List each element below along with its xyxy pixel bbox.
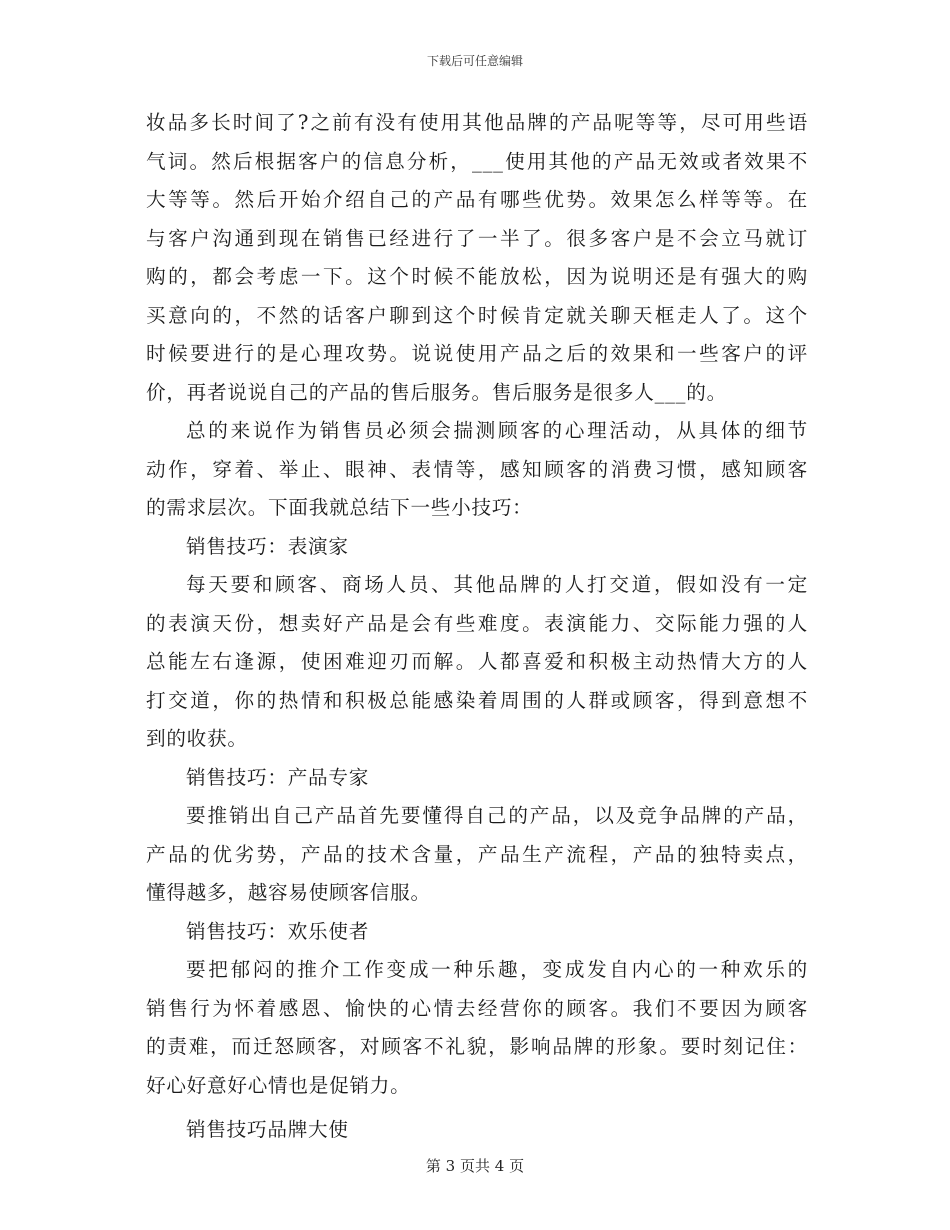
text-line: 气词。然后根据客户的信息分析，___使用其他的产品无效或者效果不	[146, 149, 808, 173]
text-line: 的需求层次。下面我就总结下一些小技巧：	[146, 496, 533, 519]
page-footer: 第 3 页共 4 页	[425, 1157, 525, 1175]
text-line: 的表演天份，想卖好产品是会有些难度。表演能力、交际能力强的人	[146, 611, 808, 635]
text-line: 时候要进行的是心理攻势。说说使用产品之后的效果和一些客户的评	[146, 342, 808, 365]
section-heading: 销售技巧：表演家	[186, 534, 349, 558]
text-line: 与客户沟通到现在销售已经进行了一半了。很多客户是不会立马就订	[146, 226, 808, 250]
text-line: 总能左右逢源，使困难迎刃而解。人都喜爱和积极主动热情大方的人	[146, 650, 808, 673]
text-line: 动作，穿着、举止、眼神、表情等，感知顾客的消费习惯，感知顾客	[146, 457, 808, 481]
text-line: 销售行为怀着感恩、愉快的心情去经营你的顾客。我们不要因为顾客	[146, 996, 808, 1020]
section-heading: 销售技巧品牌大使	[186, 1118, 349, 1141]
paragraph-start-line: 总的来说作为销售员必须会揣测顾客的心理活动，从具体的细节	[186, 419, 808, 442]
paragraph-start-line: 每天要和顾客、商场人员、其他品牌的人打交道，假如没有一定	[186, 573, 808, 596]
paragraph-start-line: 要推销出自己产品首先要懂得自己的产品，以及竞争品牌的产品，	[186, 804, 808, 827]
text-line: 妆品多长时间了?之前有没有使用其他品牌的产品呢等等，尽可用些语	[146, 111, 808, 134]
text-line: 价，再者说说自己的产品的售后服务。售后服务是很多人___的。	[146, 380, 727, 404]
text-line: 买意向的，不然的话客户聊到这个时候肯定就关聊天框走人了。这个	[146, 303, 808, 327]
section-heading: 销售技巧：欢乐使者	[186, 919, 370, 943]
paragraph-start-line: 要把郁闷的推介工作变成一种乐趣，变成发自内心的一种欢乐的	[186, 958, 808, 981]
section-heading: 销售技巧：产品专家	[186, 765, 370, 789]
text-line: 懂得越多，越容易使顾客信服。	[146, 881, 431, 904]
page-header: 下载后可任意编辑	[426, 54, 523, 68]
text-line: 到的收获。	[146, 727, 248, 750]
text-line: 好心好意好心情也是促销力。	[146, 1073, 411, 1097]
text-line: 的责难，而迁怒顾客，对顾客不礼貌，影响品牌的形象。要时刻记住：	[146, 1035, 808, 1058]
document-body	[146, 104, 808, 1150]
text-line: 大等等。然后开始介绍自己的产品有哪些优势。效果怎么样等等。在	[146, 188, 808, 211]
text-line: 产品的优劣势，产品的技术含量，产品生产流程，产品的独特卖点，	[146, 842, 808, 866]
text-line: 打交道，你的热情和积极总能感染着周围的人群或顾客，得到意想不	[146, 688, 808, 712]
text-line: 购的，都会考虑一下。这个时候不能放松，因为说明还是有强大的购	[146, 265, 808, 288]
